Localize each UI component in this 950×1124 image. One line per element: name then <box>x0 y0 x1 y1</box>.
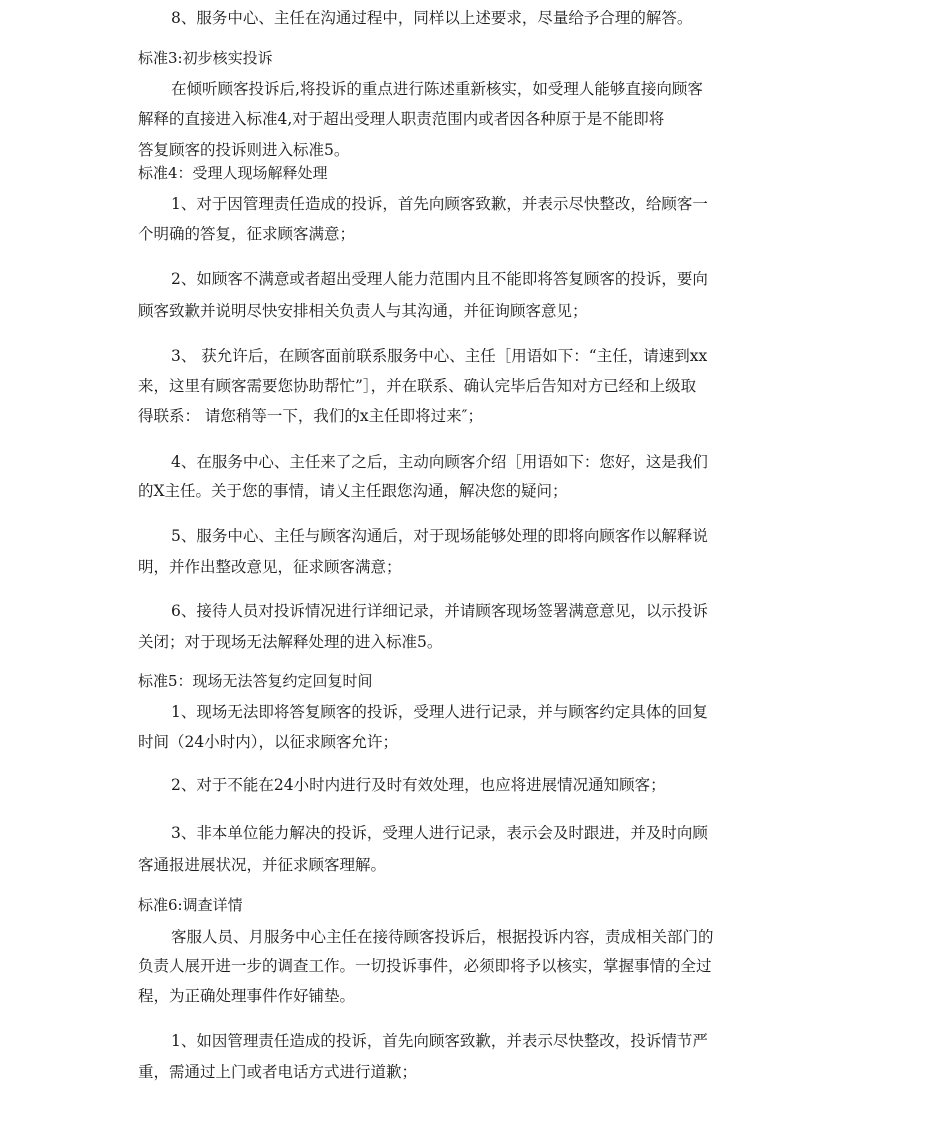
list-item-line: 6、接待人员对投诉情况进行详细记录，并请顾客现场签署满意意见，以示投诉 <box>171 602 708 620</box>
heading-standard-5: 标准5：现场无法答复约定回复时间 <box>138 672 373 690</box>
paragraph-item-8: 8、服务中心、主任在沟通过程中，同样以上述要求，尽量给予合理的解答。 <box>171 9 693 27</box>
heading-standard-4: 标准4：受理人现场解释处理 <box>138 164 328 182</box>
paragraph-line: 在倾听顾客投诉后,将投诉的重点进行陈述重新核实，如受理人能够直接向顾客 <box>171 80 703 98</box>
list-item-line: 的X主任。关于您的事情，请乂主任跟您沟通，解决您的疑问； <box>138 482 568 500</box>
list-item-line: 2、对于不能在24小时内进行及时有效处理，也应将进展情况通知顾客； <box>171 776 666 794</box>
list-item-line: 时间（24小时内），以征求顾客允许； <box>138 733 398 751</box>
paragraph-line: 客服人员、月服务中心主任在接待顾客投诉后，根据投诉内容，责成相关部门的 <box>171 928 714 946</box>
paragraph-line: 解释的直接进入标准4,对于超出受理人职责范围内或者因各种原于是不能即将 <box>138 110 665 128</box>
list-item-line: 个明确的答复，征求顾客满意； <box>138 225 356 243</box>
list-item-line: 重，需通过上门或者电话方式进行道歉； <box>138 1063 418 1081</box>
list-item-line: 1、现场无法即将答复顾客的投诉，受理人进行记录，并与顾客约定具体的回复 <box>171 703 708 721</box>
paragraph-line: 程，为正确处理事件作好铺垫。 <box>138 987 356 1005</box>
list-item-line: 5、服务中心、主任与顾客沟通后，对于现场能够处理的即将向顾客作以解释说 <box>171 527 708 545</box>
list-item-line: 明，并作出整改意见，征求顾客满意； <box>138 558 402 576</box>
list-item-line: 4、在服务中心、主任来了之后，主动向顾客介绍［用语如下：您好，这是我们 <box>171 453 708 471</box>
list-item-line: 2、如顾客不满意或者超出受理人能力范围内且不能即将答复顾客的投诉，要向 <box>171 270 708 288</box>
list-item-line: 客通报进展状况，并征求顾客理解。 <box>138 856 387 874</box>
list-item-line: 1、对于因管理责任造成的投诉，首先向顾客致歉，并表示尽快整改，给顾客一 <box>171 195 708 213</box>
heading-standard-3: 标准3:初步核实投诉 <box>138 49 273 67</box>
list-item-line: 关闭；对于现场无法解释处理的进入标准5。 <box>138 633 443 651</box>
heading-standard-6: 标准6:调查详情 <box>138 896 243 914</box>
paragraph-line: 负责人展开进一步的调查工作。一切投诉事件，必须即将予以核实，掌握事情的全过 <box>138 957 712 975</box>
list-item-line: 3、 获允许后，在顾客面前联系服务中心、主任［用语如下：“主任，请速到xx <box>171 347 708 365</box>
list-item-line: 1、如因管理责任造成的投诉，首先向顾客致歉，并表示尽快整改，投诉情节严 <box>171 1032 708 1050</box>
list-item-line: 3、非本单位能力解决的投诉，受理人进行记录，表示会及时跟进，并及时向顾 <box>171 824 708 842</box>
list-item-line: 顾客致歉并说明尽快安排相关负责人与其沟通，并征询顾客意见； <box>138 302 588 320</box>
list-item-line: 来，这里有顾客需要您协助帮忙”］，并在联系、确认完毕后告知对方已经和上级取 <box>138 377 697 395</box>
list-item-line: 得联系： 请您稍等一下，我们的x主任即将过来″； <box>138 407 483 425</box>
paragraph-line: 答复顾客的投诉则进入标准5。 <box>138 141 350 159</box>
